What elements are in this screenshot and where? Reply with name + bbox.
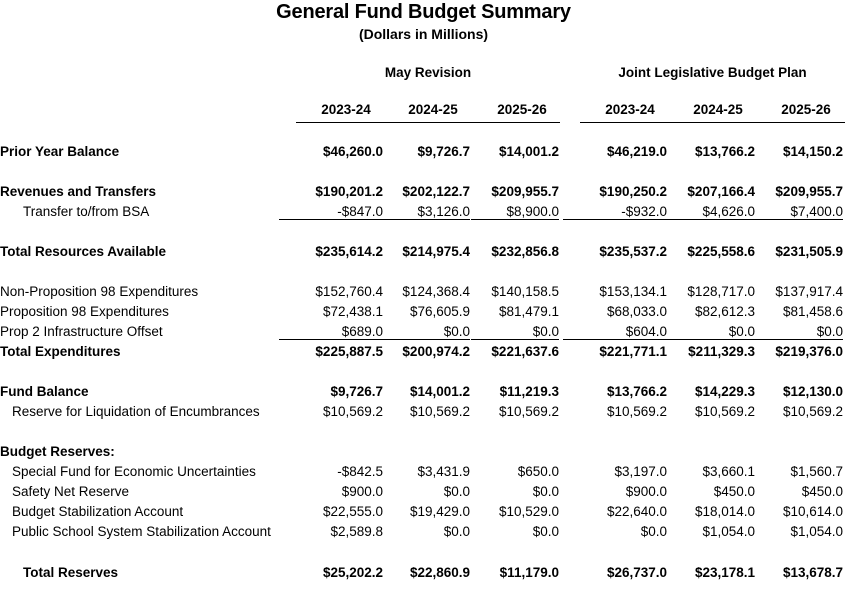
row-value: $232,856.8 bbox=[491, 244, 559, 259]
table-row bbox=[0, 504, 847, 524]
row-label: Revenues and Transfers bbox=[0, 184, 157, 199]
column-group-header: Joint Legislative Budget Plan bbox=[618, 65, 807, 80]
row-value: $200,974.2 bbox=[402, 344, 470, 359]
header-rule bbox=[580, 122, 845, 123]
table-row bbox=[0, 284, 847, 304]
row-value: $219,376.0 bbox=[775, 344, 843, 359]
row-value: -$847.0 bbox=[279, 204, 383, 220]
row-value: $604.0 bbox=[563, 324, 667, 340]
row-value: $10,614.0 bbox=[782, 504, 843, 519]
row-value: $207,166.4 bbox=[687, 184, 755, 199]
table-row bbox=[0, 244, 847, 264]
row-value: $689.0 bbox=[279, 324, 383, 340]
row-value: $81,458.6 bbox=[782, 304, 843, 319]
row-value: $10,569.2 bbox=[409, 404, 470, 419]
row-value: $153,134.1 bbox=[599, 284, 667, 299]
row-value: $450.0 bbox=[713, 484, 755, 499]
row-label: Prop 2 Infrastructure Offset bbox=[0, 324, 163, 339]
row-label: Special Fund for Economic Uncertainties bbox=[12, 464, 256, 479]
table-row bbox=[0, 524, 847, 544]
row-value: $0.0 bbox=[471, 324, 559, 340]
row-value: $10,529.0 bbox=[498, 504, 559, 519]
column-group-header: May Revision bbox=[384, 65, 472, 80]
table-row bbox=[0, 204, 847, 224]
table-row bbox=[0, 344, 847, 364]
row-value: $190,250.2 bbox=[599, 184, 667, 199]
row-value: $0.0 bbox=[667, 324, 755, 340]
row-value: $4,626.0 bbox=[667, 204, 755, 220]
row-value: $19,429.0 bbox=[409, 504, 470, 519]
row-value: $18,014.0 bbox=[694, 504, 755, 519]
row-value: $14,150.2 bbox=[782, 144, 843, 159]
row-value: $2,589.8 bbox=[330, 524, 383, 539]
row-value: $225,887.5 bbox=[315, 344, 383, 359]
row-value: $10,569.2 bbox=[498, 404, 559, 419]
row-value: $26,737.0 bbox=[606, 565, 667, 580]
row-value: $23,178.1 bbox=[694, 565, 755, 580]
row-value: $231,505.9 bbox=[775, 244, 843, 259]
row-value: $3,660.1 bbox=[702, 464, 755, 479]
row-value: $221,771.1 bbox=[599, 344, 667, 359]
row-value: $13,766.2 bbox=[694, 144, 755, 159]
row-value: $1,054.0 bbox=[790, 524, 843, 539]
row-value: $22,555.0 bbox=[322, 504, 383, 519]
table-row bbox=[0, 444, 847, 464]
row-value: $13,678.7 bbox=[782, 565, 843, 580]
row-label: Total Reserves bbox=[23, 565, 119, 580]
row-label: Public School System Stabilization Account bbox=[12, 524, 271, 539]
row-value: $1,560.7 bbox=[790, 464, 843, 479]
page-subtitle: (Dollars in Millions) bbox=[358, 26, 489, 42]
row-value: $3,431.9 bbox=[417, 464, 470, 479]
row-value: $3,197.0 bbox=[614, 464, 667, 479]
page-title: General Fund Budget Summary bbox=[276, 1, 571, 23]
row-value: $9,726.7 bbox=[330, 384, 383, 399]
row-value: $0.0 bbox=[382, 324, 470, 340]
row-value: $190,201.2 bbox=[315, 184, 383, 199]
row-value: $10,569.2 bbox=[322, 404, 383, 419]
row-value: $10,569.2 bbox=[606, 404, 667, 419]
row-label: Budget Reserves: bbox=[0, 444, 115, 459]
row-label: Transfer to/from BSA bbox=[23, 204, 150, 219]
row-label: Total Resources Available bbox=[0, 244, 167, 259]
row-label: Prior Year Balance bbox=[0, 144, 120, 159]
column-year-header: 2024-25 bbox=[693, 102, 743, 117]
row-value: $22,640.0 bbox=[606, 504, 667, 519]
row-label: Total Expenditures bbox=[0, 344, 121, 359]
row-value: $140,158.5 bbox=[491, 284, 559, 299]
row-value: $10,569.2 bbox=[782, 404, 843, 419]
row-label: Fund Balance bbox=[0, 384, 89, 399]
row-value: $211,329.3 bbox=[688, 344, 755, 359]
column-year-header: 2025-26 bbox=[497, 102, 547, 117]
column-year-header: 2024-25 bbox=[408, 102, 458, 117]
header-rule bbox=[296, 122, 560, 123]
table-row bbox=[0, 144, 847, 164]
row-value: $137,917.4 bbox=[775, 284, 843, 299]
row-label: Budget Stabilization Account bbox=[12, 504, 184, 519]
row-label: Proposition 98 Expenditures bbox=[0, 304, 169, 319]
row-value: $225,558.6 bbox=[687, 244, 755, 259]
row-value: $22,860.9 bbox=[409, 565, 470, 580]
row-value: $900.0 bbox=[625, 484, 667, 499]
row-value: $0.0 bbox=[532, 524, 559, 539]
table-row bbox=[0, 384, 847, 404]
row-value: $221,637.6 bbox=[491, 344, 559, 359]
row-value: $0.0 bbox=[443, 484, 470, 499]
row-value: $46,260.0 bbox=[322, 144, 383, 159]
row-value: $25,202.2 bbox=[322, 565, 383, 580]
column-year-header: 2023-24 bbox=[321, 102, 371, 117]
table-row bbox=[0, 484, 847, 504]
row-value: $202,122.7 bbox=[402, 184, 470, 199]
row-value: $0.0 bbox=[640, 524, 667, 539]
table-row bbox=[0, 184, 847, 204]
row-value: $14,001.2 bbox=[409, 384, 470, 399]
row-value: $14,001.2 bbox=[498, 144, 559, 159]
row-value: $450.0 bbox=[801, 484, 843, 499]
row-value: $128,717.0 bbox=[687, 284, 755, 299]
row-value: -$932.0 bbox=[563, 204, 667, 220]
row-value: $12,130.0 bbox=[782, 384, 843, 399]
row-value: $68,033.0 bbox=[606, 304, 667, 319]
table-row bbox=[0, 565, 847, 585]
row-value: $650.0 bbox=[517, 464, 559, 479]
row-value: $76,605.9 bbox=[409, 304, 470, 319]
row-label: Non-Proposition 98 Expenditures bbox=[0, 284, 199, 299]
row-value: $900.0 bbox=[341, 484, 383, 499]
row-value: $11,179.0 bbox=[499, 565, 559, 580]
row-value: $10,569.2 bbox=[694, 404, 755, 419]
row-value: $9,726.7 bbox=[417, 144, 470, 159]
table-row bbox=[0, 464, 847, 484]
row-label: Reserve for Liquidation of Encumbrances bbox=[12, 404, 260, 419]
row-value: $235,537.2 bbox=[599, 244, 667, 259]
row-value: $152,760.4 bbox=[315, 284, 383, 299]
row-value: $0.0 bbox=[532, 484, 559, 499]
row-value: $7,400.0 bbox=[755, 204, 843, 220]
table-row bbox=[0, 304, 847, 324]
row-value: $0.0 bbox=[443, 524, 470, 539]
column-year-header: 2023-24 bbox=[605, 102, 655, 117]
row-value: $214,975.4 bbox=[402, 244, 470, 259]
row-value: $8,900.0 bbox=[471, 204, 559, 220]
table-row bbox=[0, 404, 847, 424]
row-value: $72,438.1 bbox=[322, 304, 383, 319]
row-value: $0.0 bbox=[755, 324, 843, 340]
row-value: $81,479.1 bbox=[498, 304, 559, 319]
row-value: $1,054.0 bbox=[702, 524, 755, 539]
row-value: $14,229.3 bbox=[694, 384, 755, 399]
column-year-header: 2025-26 bbox=[781, 102, 831, 117]
row-value: $11,219.3 bbox=[499, 384, 559, 399]
row-value: -$842.5 bbox=[337, 464, 383, 479]
row-value: $124,368.4 bbox=[402, 284, 470, 299]
row-value: $209,955.7 bbox=[775, 184, 843, 199]
table-row bbox=[0, 324, 847, 344]
row-label: Safety Net Reserve bbox=[12, 484, 130, 499]
row-value: $209,955.7 bbox=[491, 184, 559, 199]
row-value: $3,126.0 bbox=[382, 204, 470, 220]
row-value: $235,614.2 bbox=[315, 244, 383, 259]
row-value: $46,219.0 bbox=[606, 144, 667, 159]
row-value: $13,766.2 bbox=[606, 384, 667, 399]
row-value: $82,612.3 bbox=[694, 304, 755, 319]
